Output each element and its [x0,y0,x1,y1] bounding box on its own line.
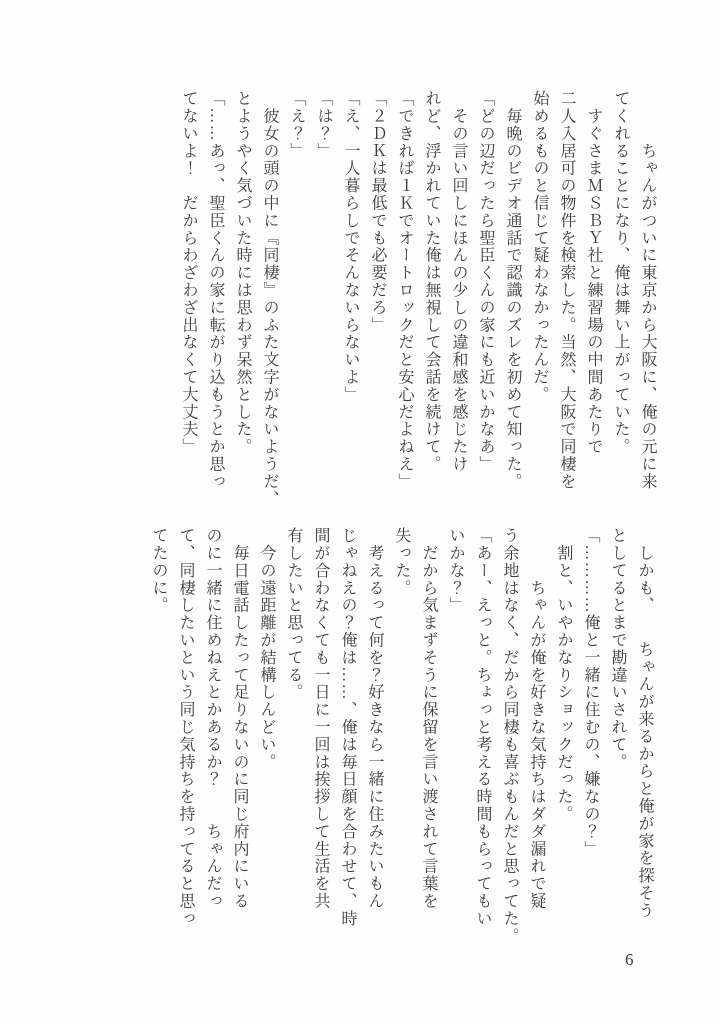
text-line: ちゃんがついに東京から大阪に、俺の元に来 [639,90,656,491]
text-line: 「２ＤＫは最低でも必要だろ」 [369,90,386,334]
text-line: 「できれば１Ｋでオートロックだと安心だよねえ」 [396,90,413,491]
text-line: 間が合わなくても一日に一回は挨拶して生活を共 [312,527,329,910]
text-line: てくれることになり、俺は舞い上がっていた。 [612,90,629,456]
text-line: 「……あっ、聖臣くんの家に転がり込もうとか思っ [207,90,224,491]
text-line: 有したいと思ってる。 [285,527,302,701]
text-line: とようやく気づいた時には思わず呆然とした。 [234,90,251,456]
text-line: のに一緒に住めねえとかあるか？ ちゃんだっ [204,527,221,910]
text-line: 毎日電話したって足りないのに同じ府内にいる [231,527,248,910]
text-line: その言い回しにほんの少しの違和感を感じたけ [450,90,467,473]
text-line: 始めるものと信じて疑わなかったんだ。 [531,90,548,404]
text-line: 彼女の頭の中に『同棲』のふた文字がないようだ、 [261,90,278,508]
text-line: 「…………俺と一緒に住むの、嫌なの？」 [582,527,599,858]
text-line: 「あー、えっと。ちょっと考える時間もらってもい [474,527,491,928]
text-line: しかも、 ちゃんが来るからと俺が家を探そう [636,527,653,920]
text-line: 「え、一人暮らしでそんないらないよ」 [342,90,359,404]
text-line: てたのに。 [150,527,167,614]
text-line: 割と、いやかなりショックだった。 [555,527,572,823]
text-line: 今の遠距離が結構しんどい。 [258,527,275,771]
text-line: う余地はなく、だから同棲も喜ぶもんだと思ってた。 [501,527,518,945]
text-line: て、同棲したいという同じ気持ちを持ってると思っ [177,527,194,928]
text-line: れど、浮かれていた俺は無視して会話を続けて。 [423,90,440,473]
page-number: 6 [625,950,634,969]
text-line: だから気まずそうに保留を言い渡されて言葉を [420,527,437,910]
text-line: すぐさまＭＳＢＹ社と練習場の中間あたりで [585,90,602,456]
text-block-bottom [145,527,658,945]
text-line: 失った。 [393,527,410,597]
text-line: ちゃんが俺を好きな気持ちはダダ漏れで疑 [528,527,545,910]
text-line: 二人入居可の物件を検索した。当然、大阪で同棲を [558,90,575,491]
text-line: 「え？」 [288,90,305,160]
text-line: 考えるって何を？好きなら一緒に住みたいもん [366,527,383,910]
text-line: 「どの辺だったら聖臣くんの家にも近いかなあ」 [477,90,494,473]
text-line: てないよ！ だからわざわざ出なくて大丈夫」 [180,90,197,456]
text-line: いかな？」 [447,527,464,614]
text-block-top [175,90,661,508]
text-line: じゃねえの？俺は……、俺は毎日顔を合わせて、時 [339,527,356,928]
text-line: としてるとまで勘違いされて。 [609,527,626,771]
text-line: 毎晩のビデオ通話で認識のズレを初めて知った。 [504,90,521,491]
text-line: 「は？」 [315,90,332,160]
